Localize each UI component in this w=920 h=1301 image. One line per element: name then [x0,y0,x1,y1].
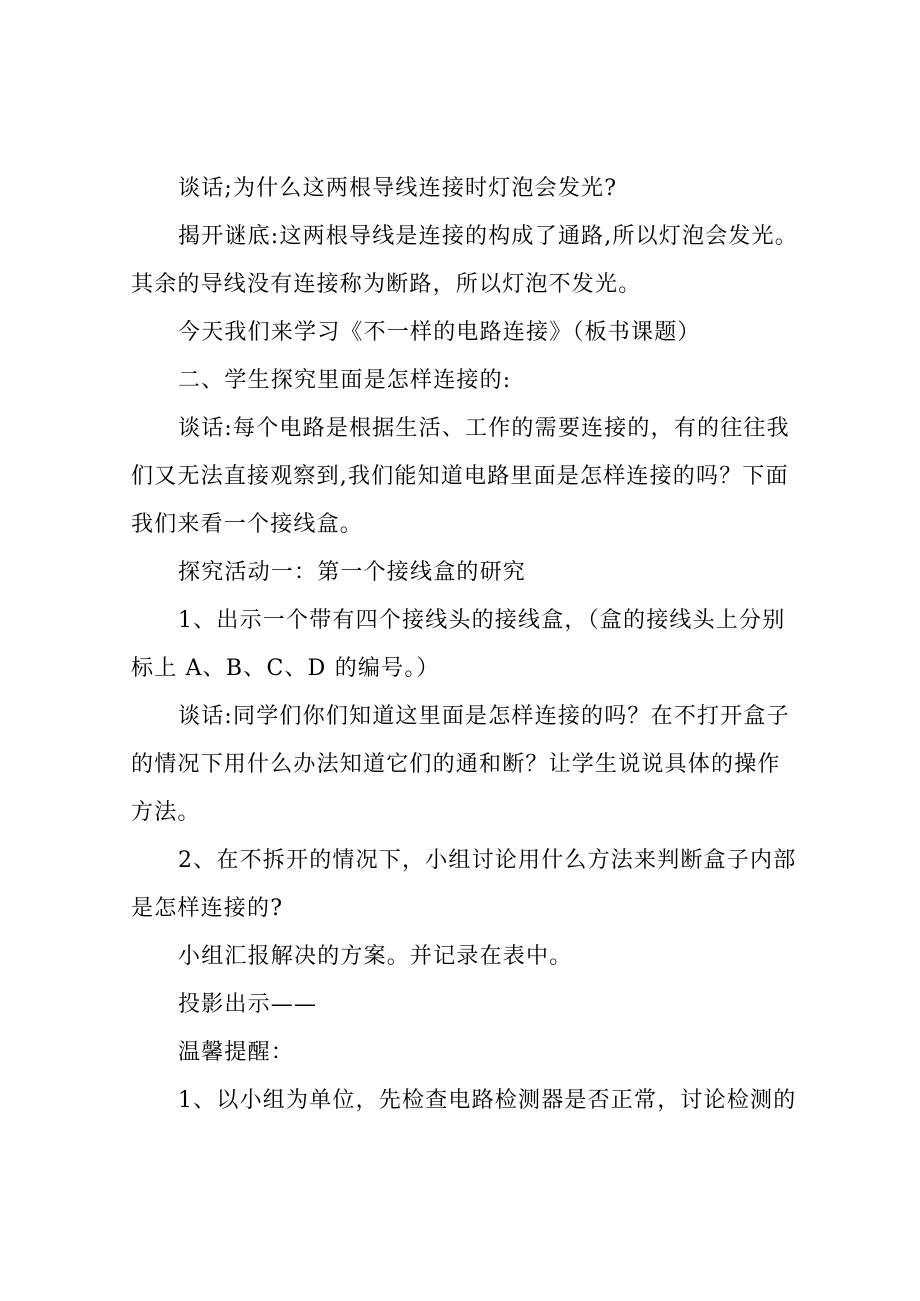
paragraph-line: 1、以小组为单位，先检查电路检测器是否正常，讨论检测的 [178,1088,797,1113]
activity-heading: 探究活动一：第一个接线盒的研究 [178,560,527,585]
paragraph-line: 们又无法直接观察到,我们能知道电路里面是怎样连接的吗？下面 [131,464,789,489]
paragraph-line: 小组汇报解决的方案。并记录在表中。 [178,944,573,969]
section-heading: 二、学生探究里面是怎样连接的: [178,368,512,393]
paragraph-line: 是怎样连接的? [131,896,284,921]
paragraph-line: 谈话:同学们你们知道这里面是怎样连接的吗？在不打开盒子 [178,704,790,729]
paragraph-line: 的情况下用什么办法知道它们的通和断？让学生说说具体的操作 [131,752,781,777]
paragraph-line: 1、出示一个带有四个接线头的接线盒，（盒的接线头上分别 [178,608,786,633]
paragraph-line: 标上 A、B、C、D 的编号。） [131,656,440,681]
paragraph-line: 方法。 [131,800,201,825]
paragraph-line: 谈话;为什么这两根导线连接时灯泡会发光? [178,176,618,201]
paragraph-line: 其余的导线没有连接称为断路，所以灯泡不发光。 [131,272,642,297]
paragraph-line: 我们来看一个接线盒。 [131,512,364,537]
paragraph-line: 投影出示—— [178,992,318,1017]
paragraph-line: 2、在不拆开的情况下，小组讨论用什么方法来判断盒子内部 [178,848,797,873]
paragraph-line: 谈话:每个电路是根据生活、工作的需要连接的，有的往往我 [178,416,790,441]
paragraph-line: 今天我们来学习《不一样的电路连接》（板书课题） [178,320,701,345]
paragraph-line: 揭开谜底:这两根导线是连接的构成了通路,所以灯泡会发光。 [178,224,799,249]
paragraph-line: 温馨提醒： [178,1040,295,1065]
